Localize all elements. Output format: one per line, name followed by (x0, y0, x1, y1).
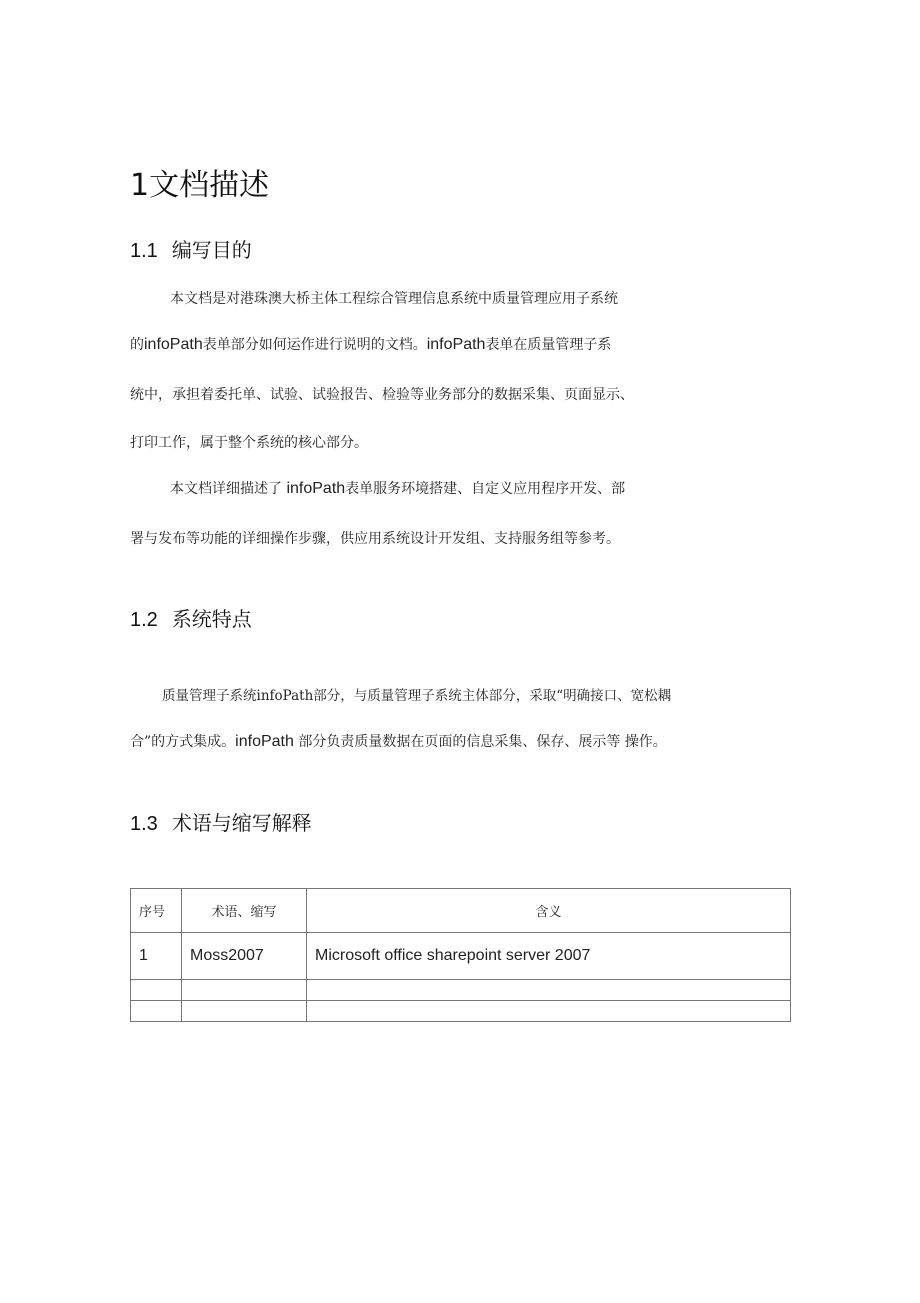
table-cell: Moss2007 (182, 933, 307, 980)
paragraph-line: 合”的方式集成。infoPath 部分负责质量数据在页面的信息采集、保存、展示等 操作。 (130, 733, 667, 750)
table-cell (307, 1001, 791, 1022)
table-cell (131, 1001, 182, 1022)
table-cell (182, 1001, 307, 1022)
terms-table (130, 888, 791, 1022)
section-number: 1.1 (130, 240, 158, 262)
header-cell-meaning: 含义 (307, 889, 791, 933)
section-1-heading (130, 160, 269, 204)
section-title: 文档描述 (149, 168, 270, 203)
paragraph-line: 统中，承担着委托单、试验、试验报告、检验等业务部分的数据采集、页面显示、 (130, 387, 634, 403)
section-title: 系统特点 (171, 607, 252, 631)
paragraph-line: 本文档是对港珠澳大桥主体工程综合管理信息系统中质量管理应用子系统 (170, 291, 618, 307)
table-cell (131, 980, 182, 1001)
header-cell-term: 术语、缩写 (182, 889, 307, 933)
table-row (131, 933, 791, 980)
table-header-row (131, 889, 791, 933)
table-cell (182, 980, 307, 1001)
section-1-1-heading (130, 234, 252, 263)
table-row (131, 980, 791, 1001)
paragraph-line: 质量管理子系统infoPath部分，与质量管理子系统主体部分，采取“明确接口、宽松耦 (162, 688, 672, 704)
table-cell (307, 980, 791, 1001)
section-title: 编写目的 (171, 238, 252, 262)
paragraph-line: 署与发布等功能的详细操作步骤，供应用系统设计开发组、支持服务组等参考。 (130, 531, 620, 547)
section-number: 1.3 (130, 813, 158, 835)
table-row (131, 1001, 791, 1022)
paragraph-line: 本文档详细描述了 infoPath表单服务环境搭建、自定义应用程序开发、部 (170, 480, 626, 497)
paragraph-line: 打印工作，属于整个系统的核心部分。 (130, 435, 368, 451)
paragraph-line: 的infoPath表单部分如何运作进行说明的文档。infoPath表单在质量管理子系 (130, 336, 612, 353)
section-number: 1.2 (130, 609, 158, 631)
section-1-2-heading (130, 603, 252, 632)
section-1-3-heading (130, 807, 312, 836)
section-title: 术语与缩写解释 (171, 811, 312, 835)
header-cell-index: 序号 (131, 889, 182, 933)
table-cell: Microsoft office sharepoint server 2007 (307, 933, 791, 980)
table-cell: 1 (131, 933, 182, 980)
section-number: 1 (130, 168, 150, 203)
